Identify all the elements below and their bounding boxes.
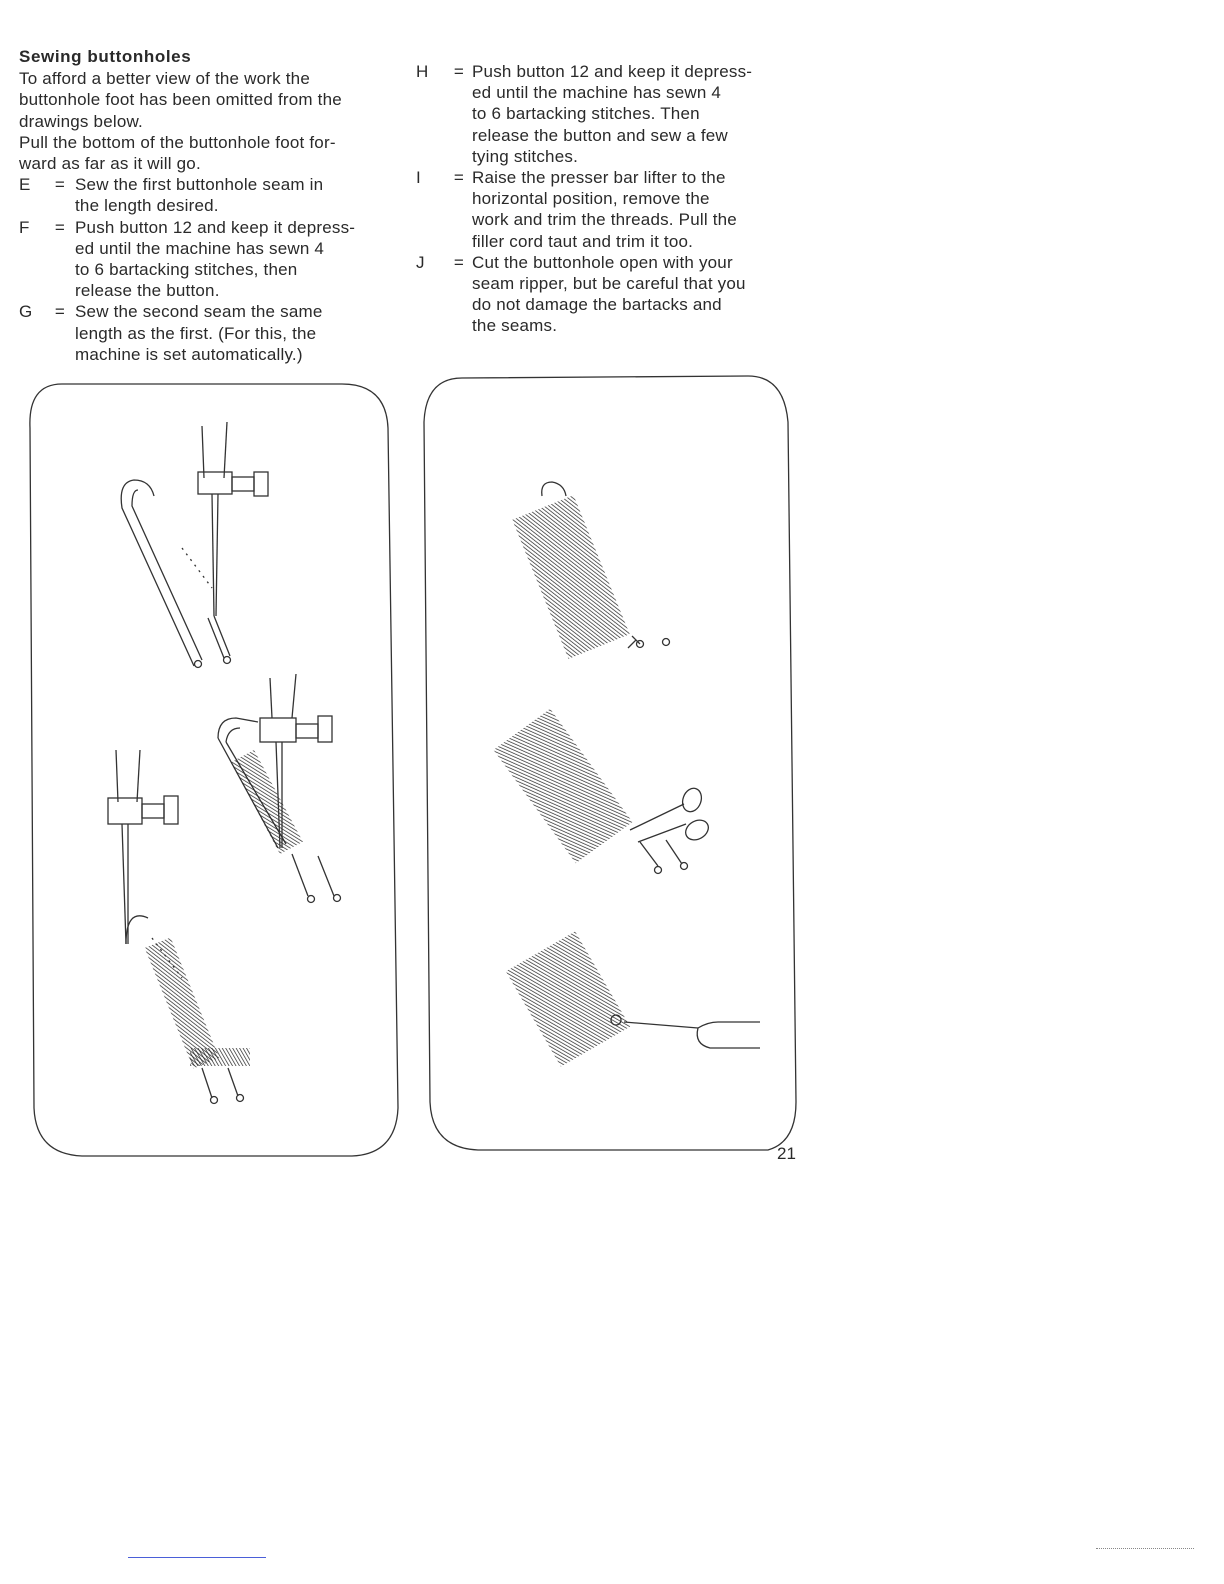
drawing-i-trim — [494, 709, 712, 874]
step-text — [75, 217, 399, 302]
step-g — [19, 301, 399, 365]
step-line: the seams. — [472, 316, 558, 336]
drawing-j-cut-open — [506, 931, 760, 1066]
intro-line: drawings below. — [19, 111, 143, 131]
step-key: G — [19, 302, 33, 322]
illustration-panel-efg — [22, 378, 402, 1160]
step-equals: = — [54, 217, 66, 237]
step-equals: = — [54, 302, 66, 322]
drawing-e-first-seam — [121, 422, 268, 668]
step-key: E — [19, 175, 31, 195]
intro-line: ward as far as it will go. — [19, 154, 201, 174]
step-line: to 6 bartacking stitches, then — [75, 260, 298, 280]
step-line: release the button and sew a few — [472, 125, 728, 145]
step-line: Cut the buttonhole open with your — [472, 252, 733, 272]
step-line: Sew the second seam the same — [75, 302, 323, 322]
step-line: release the button. — [75, 281, 220, 301]
step-line: Push button 12 and keep it depress- — [75, 217, 356, 237]
step-e — [19, 174, 399, 216]
step-text — [75, 174, 399, 216]
step-equals: = — [453, 168, 465, 188]
step-line: horizontal position, remove the — [472, 189, 710, 209]
step-h — [414, 61, 804, 167]
step-line: Sew the first buttonhole seam in — [75, 175, 324, 195]
step-equals: = — [453, 252, 465, 272]
step-key: H — [416, 62, 429, 81]
step-line: work and trim the threads. Pull the — [472, 210, 737, 230]
step-equals: = — [453, 62, 465, 81]
step-key: J — [416, 252, 425, 272]
step-i — [414, 167, 804, 252]
step-line: Push button 12 and keep it depress- — [472, 62, 753, 81]
step-equals: = — [54, 175, 66, 195]
step-key: I — [416, 168, 421, 188]
step-line: length as the first. (For this, the — [75, 323, 317, 343]
step-line: to 6 bartacking stitches. Then — [472, 104, 700, 124]
left-text-column — [19, 46, 399, 365]
step-line: tying stitches. — [472, 146, 578, 166]
footer-link-underline — [128, 1557, 266, 1558]
panel-border — [30, 384, 398, 1156]
step-line: do not damage the bartacks and — [472, 295, 722, 315]
step-line: seam ripper, but be careful that you — [472, 274, 746, 294]
step-text — [472, 252, 804, 337]
intro-paragraph — [19, 68, 399, 174]
step-line: Raise the presser bar lifter to the — [472, 168, 726, 188]
intro-line: buttonhole foot has been omitted from the — [19, 90, 342, 110]
step-text — [472, 167, 804, 252]
step-f — [19, 217, 399, 302]
intro-line: To afford a better view of the work the — [19, 69, 310, 89]
step-line: machine is set automatically.) — [75, 344, 303, 364]
step-line: filler cord taut and trim it too. — [472, 231, 694, 251]
step-key: F — [19, 217, 30, 237]
drawing-g-second-seam — [108, 750, 250, 1104]
drawing-f-bartack — [218, 674, 341, 903]
step-line: ed until the machine has sewn 4 — [472, 83, 722, 103]
seam-ripper-icon — [611, 1015, 760, 1048]
step-text — [472, 61, 804, 167]
drawing-h-bartack — [512, 482, 669, 659]
step-text — [75, 301, 399, 365]
intro-line: Pull the bottom of the buttonhole foot for- — [19, 132, 336, 152]
step-j — [414, 252, 804, 337]
step-line: the length desired. — [75, 196, 219, 216]
right-text-column — [414, 61, 804, 337]
step-line: ed until the machine has sewn 4 — [75, 238, 325, 258]
section-heading: Sewing buttonholes — [19, 47, 192, 66]
footer-rule — [1096, 1548, 1194, 1549]
scissors-icon — [630, 786, 712, 844]
illustration-panel-hij — [418, 372, 798, 1154]
page-number: 21 — [777, 1144, 796, 1163]
